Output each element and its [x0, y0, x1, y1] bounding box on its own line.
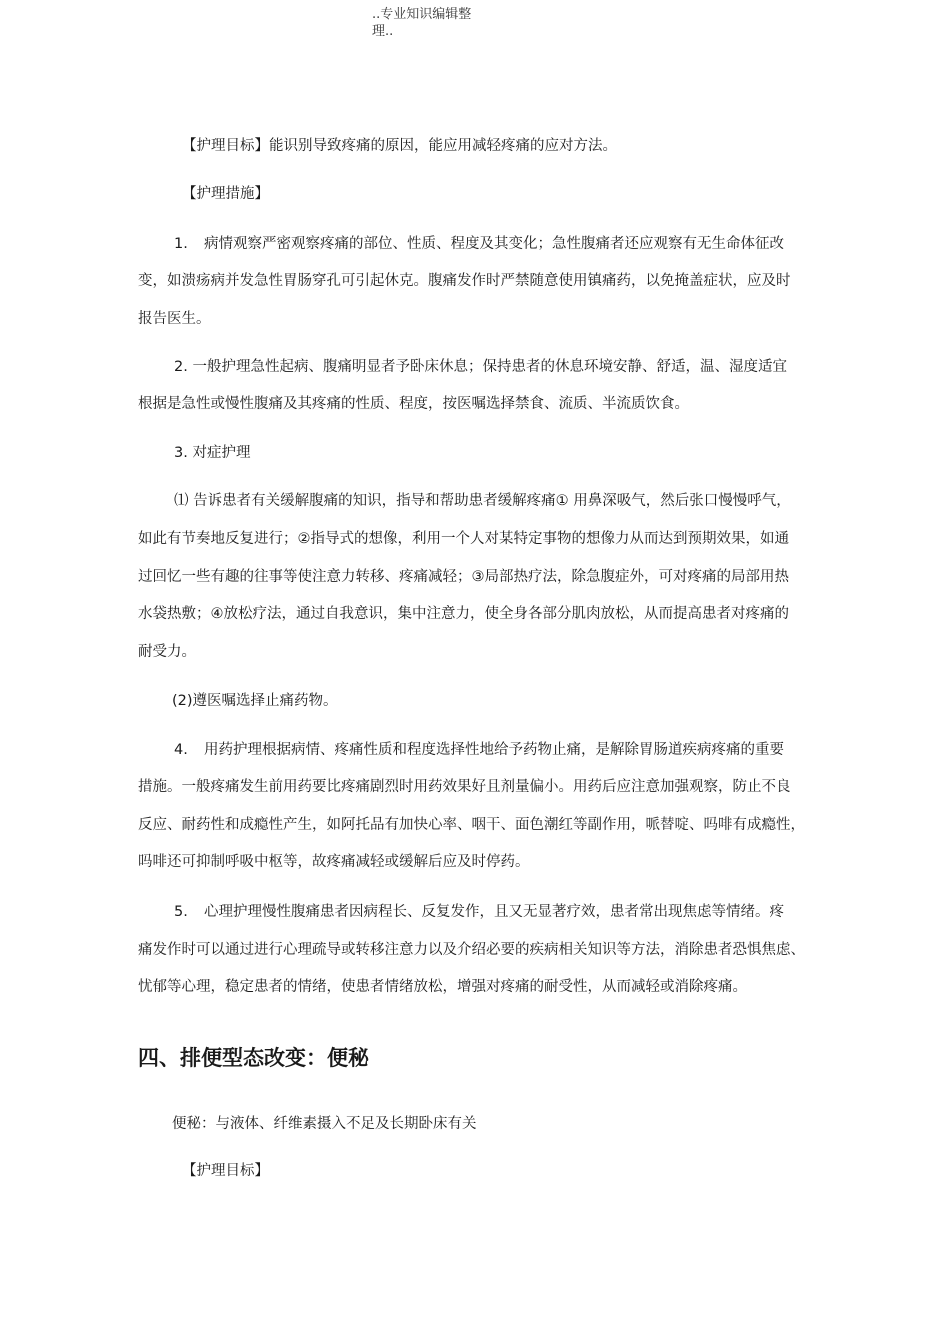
paragraph-4-line-4: 吗啡还可抑制呼吸中枢等，故疼痛减轻或缓解后应及时停药。 [138, 854, 530, 870]
item-number-4: 4. [174, 742, 188, 758]
paragraph-4-line-2: 措施。一般疼痛发生前用药要比疼痛剧烈时用药效果好且剂量偏小。用药后应注意加强观察，防止不良 [138, 779, 791, 795]
paragraph-5-line-1: 5. 心理护理慢性腹痛患者因病程长、反复发作，且又无显著疗效，患者常出现焦虑等情绪。疼 [174, 904, 784, 920]
paragraph-4-line-3: 反应、耐药性和成瘾性产生，如阿托品有加快心率、咽干、面色潮红等副作用，哌替啶、吗啡有成瘾性， [138, 817, 805, 833]
nursing-goal-2-heading: 【护理目标】 [182, 1163, 269, 1179]
paragraph-1-line-2: 变，如溃疡病并发急性胃肠穿孔可引起休克。腹痛发作时严禁随意使用镇痛药，以免掩盖症状，应及时 [138, 273, 791, 289]
header-line-1: ..专业知识编辑整 [372, 7, 472, 22]
paragraph-3-1-line-2: 如此有节奏地反复进行；②指导式的想像，利用一个人对某特定事物的想像力从而达到预期效果，如通 [138, 531, 789, 547]
paragraph-3-heading: 3. 对症护理 [174, 445, 251, 461]
header-line-2: 理.. [372, 24, 394, 39]
constipation-diagnosis: 便秘：与液体、纤维素摄入不足及长期卧床有关 [172, 1116, 477, 1132]
paragraph-3-1-line-1: ⑴ 告诉患者有关缓解腹痛的知识，指导和帮助患者缓解疼痛① 用鼻深吸气，然后张口慢慢呼气， [174, 493, 791, 509]
nursing-measures-heading: 【护理措施】 [182, 186, 269, 202]
paragraph-2-line-2: 根据是急性或慢性腹痛及其疼痛的性质、程度，按医嘱选择禁食、流质、半流质饮食。 [138, 396, 689, 412]
paragraph-2-line-1: 2. 一般护理急性起病、腹痛明显者予卧床休息；保持患者的休息环境安静、舒适，温、湿度适宜 [174, 359, 787, 375]
paragraph-3-2: (2)遵医嘱选择止痛药物。 [172, 693, 338, 709]
paragraph-1-line-1: 1. 病情观察严密观察疼痛的部位、性质、程度及其变化；急性腹痛者还应观察有无生命体征改 [174, 236, 784, 252]
item-number-5: 5. [174, 904, 188, 920]
nursing-goal: 【护理目标】能识别导致疼痛的原因，能应用减轻疼痛的应对方法。 [182, 138, 617, 154]
paragraph-4-line-1: 4. 用药护理根据病情、疼痛性质和程度选择性地给予药物止痛，是解除胃肠道疾病疼痛的重要 [174, 742, 784, 758]
paragraph-3-1-line-5: 耐受力。 [138, 644, 196, 660]
item-number-1: 1. [174, 236, 188, 252]
paragraph-5-line-3: 忧郁等心理，稳定患者的情绪，使患者情绪放松，增强对疼痛的耐受性，从而减轻或消除疼痛。 [138, 979, 747, 995]
paragraph-3-1-line-3: 过回忆一些有趣的往事等使注意力转移、疼痛减轻；③局部热疗法，除急腹症外，可对疼痛的局部用热 [138, 569, 789, 585]
paragraph-1-line-3: 报告医生。 [138, 311, 211, 327]
paragraph-5-line-2: 痛发作时可以通过进行心理疏导或转移注意力以及介绍必要的疾病相关知识等方法，消除患者恐惧焦虑、 [138, 942, 805, 958]
paragraph-3-1-line-4: 水袋热敷；④放松疗法，通过自我意识，集中注意力，使全身各部分肌肉放松，从而提高患者对疼痛的 [138, 606, 789, 622]
section-4-heading: 四、排便型态改变：便秘 [138, 1046, 369, 1070]
page-header [372, 6, 492, 40]
